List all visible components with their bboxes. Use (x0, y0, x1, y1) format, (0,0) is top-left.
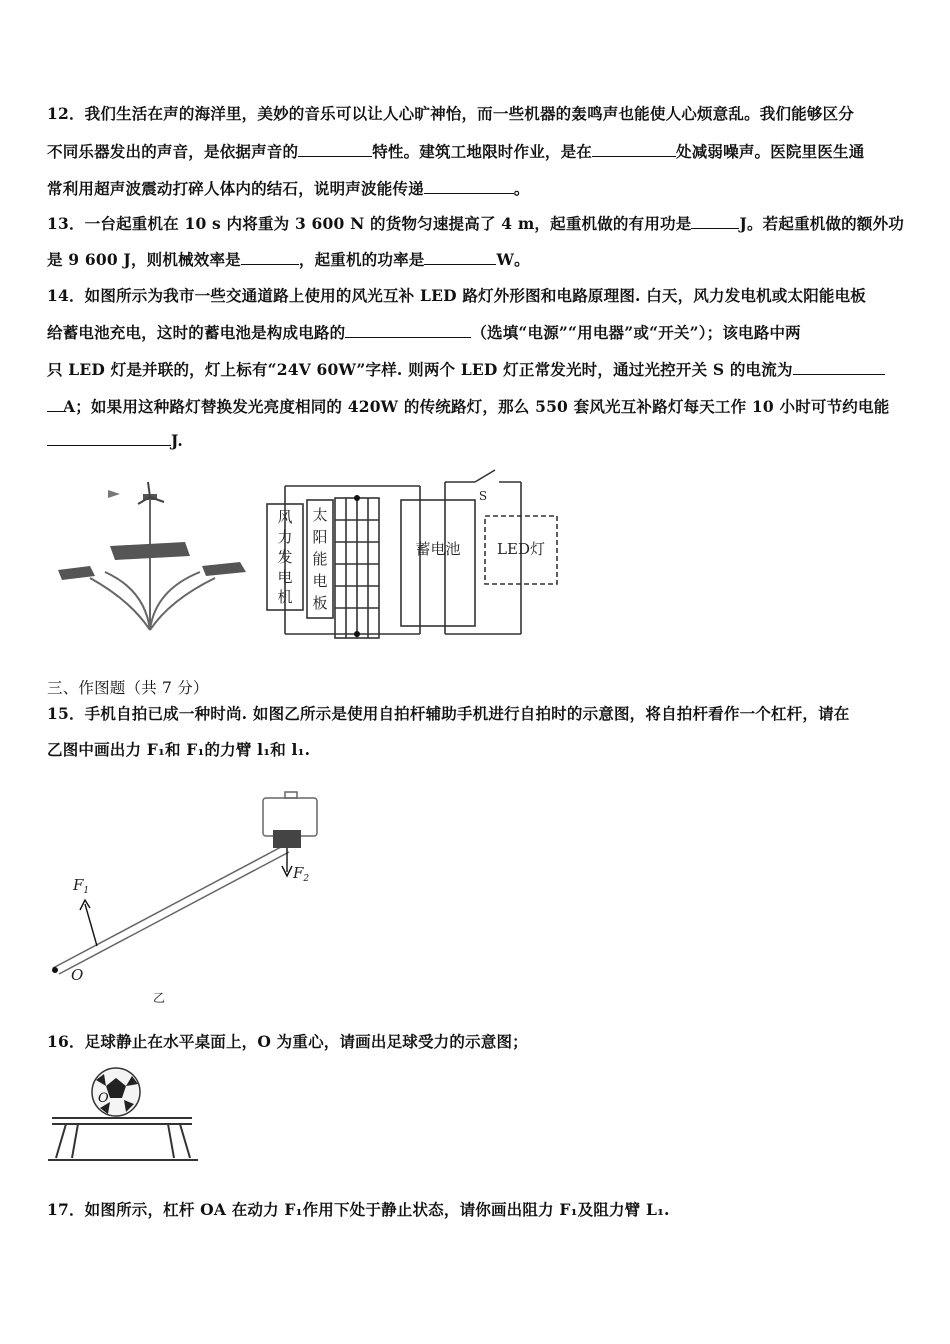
led-label: LED灯 (497, 540, 545, 558)
q12-blank-1[interactable] (298, 142, 372, 157)
wind-label-1: 风 (277, 508, 293, 526)
q14-blank-2b[interactable] (47, 397, 63, 412)
q14-line-3 (47, 358, 885, 380)
q12-text-b: 特性。建筑工地限时作业，是在 (372, 142, 593, 161)
q12-blank-3[interactable] (424, 179, 514, 194)
q14-line-1: 14．如图所示为我市一些交通道路上使用的风光互补 LED 路灯外形图和电路原理图. 白天，风力发电机或太阳能电板 (47, 286, 867, 305)
figure-caption: 乙 (153, 991, 166, 1005)
wind-label-4: 电 (277, 568, 293, 586)
ball-on-table-figure (48, 1064, 198, 1168)
q17-line: 17．如图所示，杠杆 OA 在动力 F₁作用下处于静止状态，请你画出阻力 F₁及阻力臂 L₁. (47, 1200, 670, 1219)
q14-blank-2a[interactable] (793, 360, 885, 375)
q12-line-3 (47, 177, 530, 199)
q13-text-c: 是 9 600 J，则机械效率是 (47, 250, 241, 269)
section-3-heading: 三、作图题（共 7 分） (47, 679, 209, 697)
q12-blank-2[interactable] (592, 142, 676, 157)
q13-line-1 (47, 212, 904, 234)
q13-blank-1[interactable] (691, 214, 739, 229)
wind-label-5: 机 (277, 588, 293, 606)
q13-blank-3[interactable] (424, 250, 496, 265)
solar-label-2: 阳 (312, 528, 328, 546)
q12-line-2 (47, 140, 864, 162)
selfie-stick-figure (45, 790, 335, 1010)
q14-text-b: （选填“电源”“用电器”或“开关”）；该电路中两 (471, 323, 801, 342)
q16-line: 16．足球静止在水平桌面上，O 为重心，请画出足球受力的示意图； (47, 1032, 528, 1051)
pivot-o-label: O (71, 966, 84, 984)
q13-blank-2[interactable] (241, 250, 299, 265)
ball-center-label: O (98, 1091, 109, 1106)
wind-label-2: 力 (277, 528, 293, 546)
q12-text-e: 。 (513, 179, 530, 198)
q14-text-d: A；如果用这种路灯替换发光亮度相同的 420W 的传统路灯，那么 550 套风光互补路灯每天工作 10 小时可节约电能 (63, 397, 890, 416)
q12-text-a: 不同乐器发出的声音，是依据声音的 (47, 142, 299, 161)
q15-line-1: 15．手机自拍已成一种时尚. 如图乙所示是使用自拍杆辅助手机进行自拍时的示意图，将自拍杆看作一个杠杆，请在 (47, 704, 850, 723)
solar-label-5: 板 (312, 594, 328, 612)
q12-line-1: 12．我们生活在声的海洋里，美妙的音乐可以让人心旷神怡，而一些机器的轰鸣声也能使人心烦意乱。我们能够区分 (47, 104, 854, 123)
q14-line-2 (47, 321, 801, 343)
solar-label-4: 电 (312, 572, 328, 590)
q12-text-c: 处减弱噪声。医院里医生通 (676, 142, 865, 161)
q13-text-a: 13．一台起重机在 10 s 内将重为 3 600 N 的货物匀速提高了 4 m，起重机做的有用功是 (47, 214, 692, 233)
q13-text-e: W。 (496, 250, 530, 269)
solar-label-1: 太 (312, 506, 328, 524)
force-f2-label: $F_2$ (293, 864, 310, 884)
q15-line-2: 乙图中画出力 F₁和 F₁的力臂 l₁和 l₁. (47, 740, 311, 759)
battery-label: 蓄电池 (415, 540, 461, 558)
q12-text-d: 常利用超声波震动打碎人体内的结石，说明声波能传递 (47, 179, 424, 198)
q14-line-5 (47, 431, 183, 450)
q14-text-e: J. (171, 431, 183, 450)
switch-label: S (478, 489, 488, 503)
solar-label-3: 能 (312, 550, 328, 568)
q14-line-4 (47, 395, 889, 417)
q13-text-d: ，起重机的功率是 (298, 250, 425, 269)
q14-blank-1[interactable] (345, 323, 471, 338)
wind-solar-lamp-figure (50, 480, 250, 635)
q13-line-2 (47, 248, 530, 270)
q14-blank-3[interactable] (47, 431, 171, 446)
q14-text-c: 只 LED 灯是并联的，灯上标有“24V 60W”字样. 则两个 LED 灯正常发光时，通过光控开关 S 的电流为 (47, 360, 793, 379)
q14-text-a: 给蓄电池充电，这时的蓄电池是构成电路的 (47, 323, 346, 342)
circuit-diagram (255, 466, 565, 641)
force-f1-label: $F_1$ (73, 876, 90, 896)
wind-label-3: 发 (277, 548, 293, 566)
q13-text-b: J。若起重机做的额外功 (739, 214, 904, 233)
